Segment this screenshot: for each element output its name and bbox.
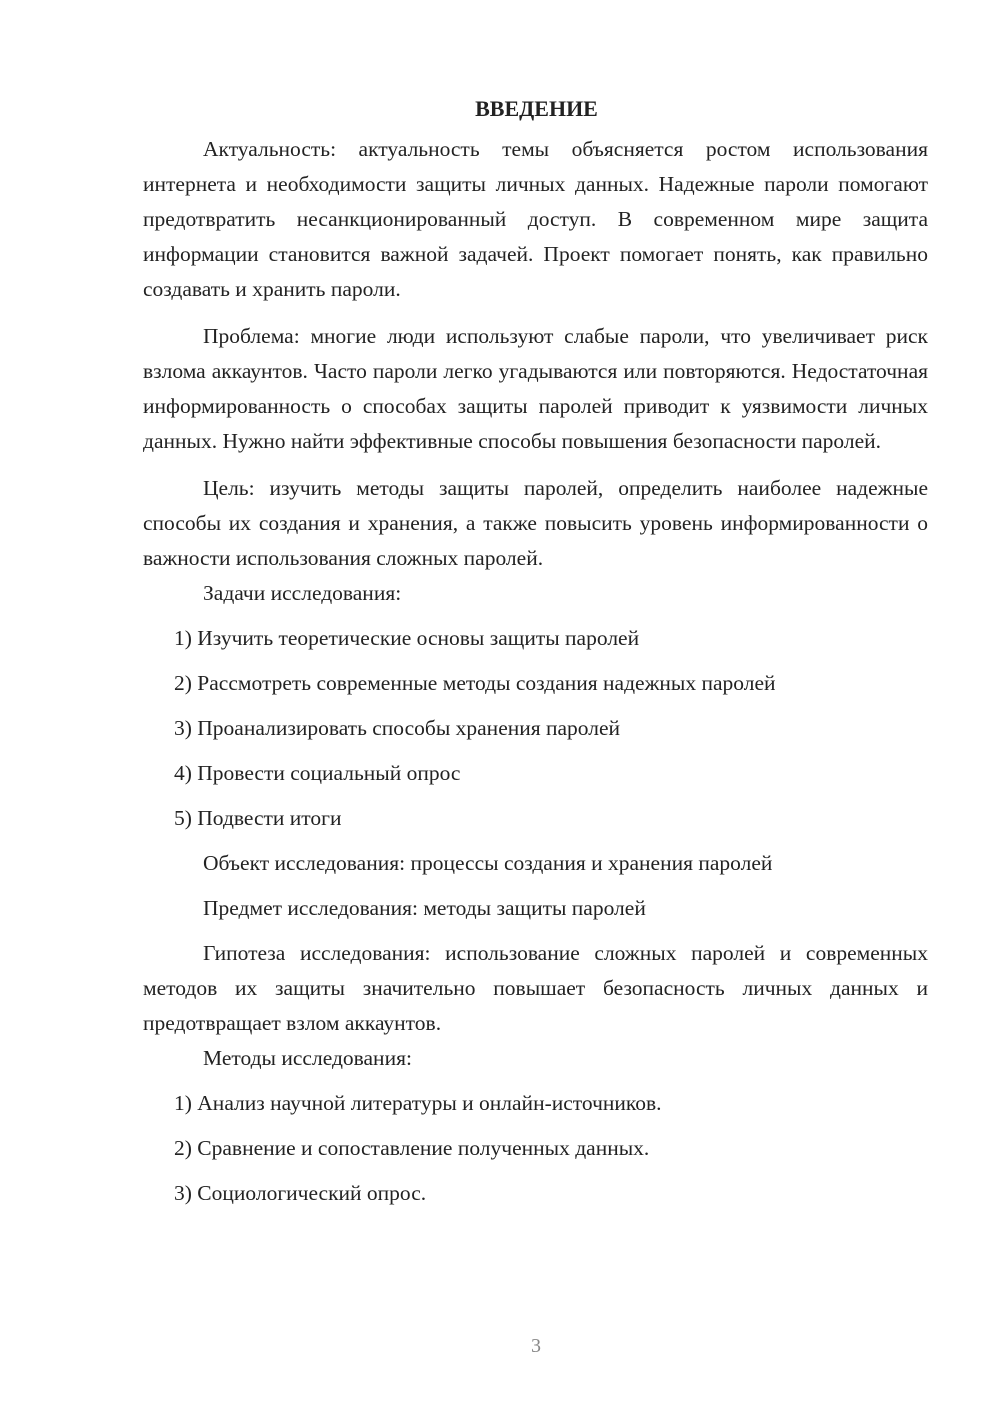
tasks-list — [143, 621, 928, 836]
list-item: 2) Рассмотреть современные методы создания надежных паролей — [174, 671, 776, 695]
tasks-heading: Задачи исследования: — [203, 581, 402, 605]
hypothesis-paragraph: Гипотеза исследования: использование сложных паролей и современных методов их защиты значительно повышает безопасность личных данных и предотвращает взлом аккаунтов. — [143, 941, 928, 1035]
list-item: 3) Социологический опрос. — [174, 1181, 427, 1205]
section-title: ВВЕДЕНИЕ — [475, 96, 598, 121]
methods-heading: Методы исследования: — [203, 1046, 412, 1070]
list-item: 2) Сравнение и сопоставление полученных данных. — [174, 1136, 650, 1160]
list-item: 1) Изучить теоретические основы защиты паролей — [174, 626, 640, 650]
problem-paragraph: Проблема: многие люди используют слабые пароли, что увеличивает риск взлома аккаунтов. Часто пароли легко угадываются или повторяются. Недостаточная информированность о способах защиты паролей приводит к уязвимости личных данных. Нужно найти эффективные способы повышения безопасности паролей. — [143, 324, 928, 453]
page-number: 3 — [531, 1335, 541, 1357]
goal-paragraph: Цель: изучить методы защиты паролей, определить наиболее надежные способы их создания и хранения, а также повысить уровень информированности о важности использования сложных паролей. — [143, 476, 928, 570]
list-item: 1) Анализ научной литературы и онлайн-источников. — [174, 1091, 662, 1115]
methods-list — [143, 1086, 928, 1211]
list-item: 3) Проанализировать способы хранения паролей — [174, 716, 621, 740]
list-item: 5) Подвести итоги — [174, 806, 342, 830]
document-page — [143, 92, 928, 1211]
relevance-paragraph: Актуальность: актуальность темы объясняется ростом использования интернета и необходимости защиты личных данных. Надежные пароли помогают предотвратить несанкционированный доступ. В современном мире защита информации становится важной задачей. Проект помогает понять, как правильно создавать и хранить пароли. — [143, 137, 928, 301]
object-line: Объект исследования: процессы создания и хранения паролей — [203, 851, 773, 875]
subject-line: Предмет исследования: методы защиты паролей — [203, 896, 646, 920]
list-item: 4) Провести социальный опрос — [174, 761, 461, 785]
